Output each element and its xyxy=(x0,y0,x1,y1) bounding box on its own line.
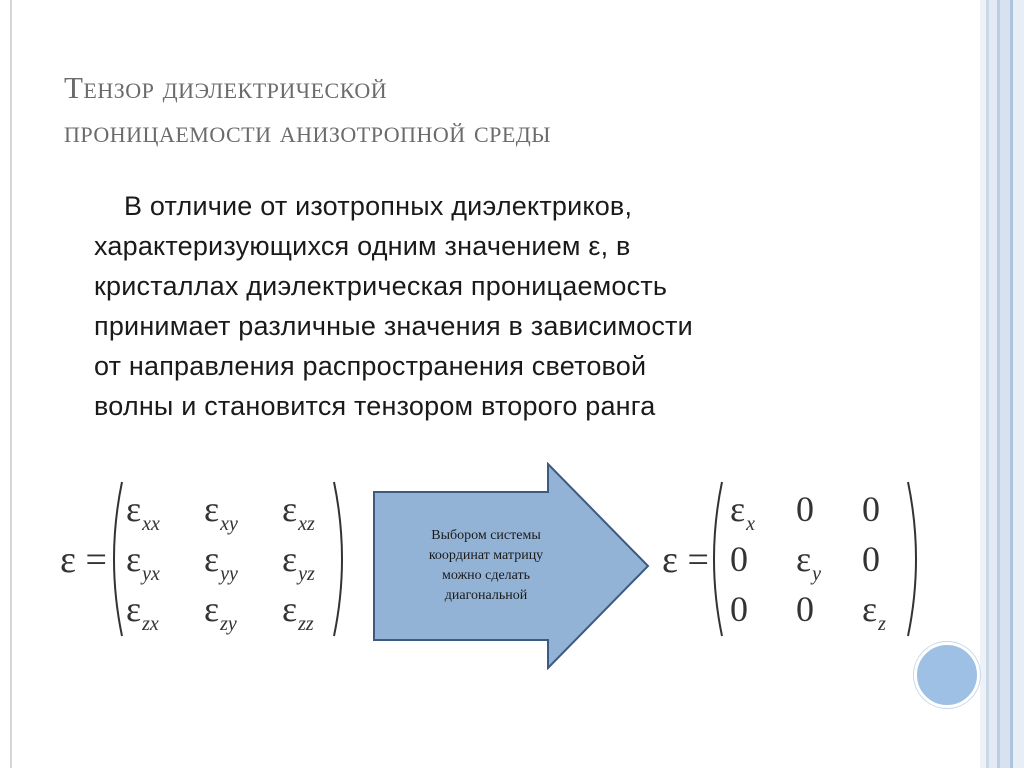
diagonal-tensor-cell-base: 0 xyxy=(796,589,814,629)
full-tensor-cell-1-2 xyxy=(204,488,238,536)
full-tensor-cell-1-1 xyxy=(126,488,160,536)
diagonal-tensor-cell-base: 0 xyxy=(730,539,748,579)
full-tensor-cell-subscript: zx xyxy=(142,613,159,635)
slide-title xyxy=(64,66,944,154)
full-tensor-cell-subscript: xx xyxy=(142,513,160,535)
full-tensor-cell-subscript: yx xyxy=(142,563,160,585)
arrow-line-1: Выбором системы xyxy=(431,528,541,543)
full-tensor-cell-base: ε xyxy=(204,489,220,529)
body-line-5: от направления распространения световой xyxy=(94,351,647,381)
body-line-4: принимает различные значения в зависимости xyxy=(94,311,693,341)
full-tensor-cell-base: ε xyxy=(204,589,220,629)
arrow-caption xyxy=(386,526,586,606)
arrow-line-4: диагональной xyxy=(444,588,528,603)
full-tensor-cell-2-3 xyxy=(282,538,315,586)
diagonal-tensor-cell-base: ε xyxy=(862,589,878,629)
diagonal-tensor-equation xyxy=(662,474,932,644)
diagonal-tensor-cell-3-2 xyxy=(796,588,814,630)
body-line-3: кристаллах диэлектрическая проницаемость xyxy=(94,271,668,301)
decorative-stripes xyxy=(980,0,1024,768)
full-tensor-cell-subscript: yz xyxy=(298,563,315,585)
full-tensor-cell-2-2 xyxy=(204,538,238,586)
full-tensor-cell-subscript: zy xyxy=(220,613,237,635)
diagonal-tensor-cell-subscript: z xyxy=(878,613,886,635)
full-tensor-cell-base: ε xyxy=(282,539,298,579)
full-tensor-cell-subscript: zz xyxy=(298,613,314,635)
rhs-epsilon-equals: ε = xyxy=(662,539,709,581)
diagonal-tensor-cell-1-3 xyxy=(862,488,880,530)
body-paragraph xyxy=(94,186,894,426)
full-tensor-cell-3-1 xyxy=(126,588,159,636)
full-tensor-cell-2-1 xyxy=(126,538,160,586)
diagonal-tensor-cell-base: 0 xyxy=(862,539,880,579)
full-tensor-cell-base: ε xyxy=(204,539,220,579)
full-tensor-equation xyxy=(60,474,350,644)
left-frame-line xyxy=(10,0,12,768)
diagonal-tensor-cell-base: 0 xyxy=(862,489,880,529)
diagonal-tensor-cell-subscript: x xyxy=(746,513,756,535)
full-tensor-cell-base: ε xyxy=(126,489,142,529)
body-line-1: В отличие от изотропных диэлектриков, xyxy=(124,191,633,221)
diagonal-tensor-cell-2-1 xyxy=(730,538,748,580)
diagonal-tensor-cell-subscript: y xyxy=(812,563,822,585)
body-line-6: волны и становится тензором второго ранга xyxy=(94,391,656,421)
diagonal-tensor-cell-3-3 xyxy=(862,588,886,636)
full-tensor-cell-base: ε xyxy=(126,589,142,629)
title-line-1: Тензор диэлектрической xyxy=(64,70,388,105)
full-tensor-cell-subscript: xy xyxy=(220,513,238,535)
diagonalization-arrow xyxy=(372,462,652,670)
diagonal-tensor-cell-base: 0 xyxy=(796,489,814,529)
full-tensor-cell-base: ε xyxy=(126,539,142,579)
full-tensor-cell-3-3 xyxy=(282,588,314,636)
diagonal-tensor-cell-1-1 xyxy=(730,488,755,536)
title-line-2: проницаемости анизотропной среды xyxy=(64,114,551,149)
arrow-line-2: координат матрицу xyxy=(428,548,544,563)
diagonal-tensor-cell-base: ε xyxy=(730,489,746,529)
diagonal-tensor-cell-2-3 xyxy=(862,538,880,580)
diagonal-tensor-cell-1-2 xyxy=(796,488,814,530)
diagonal-tensor-cell-base: 0 xyxy=(730,589,748,629)
full-tensor-cell-subscript: xz xyxy=(298,513,315,535)
body-line-2: характеризующихся одним значением ε, в xyxy=(94,231,631,261)
arrow-line-3: можно сделать xyxy=(441,568,531,583)
lhs-epsilon-equals: ε = xyxy=(60,539,107,581)
full-tensor-cell-1-3 xyxy=(282,488,315,536)
full-tensor-cell-subscript: yy xyxy=(220,563,238,585)
full-tensor-cell-3-2 xyxy=(204,588,237,636)
diagonal-tensor-cell-3-1 xyxy=(730,588,748,630)
diagonal-tensor-cell-2-2 xyxy=(796,538,821,586)
full-tensor-cell-base: ε xyxy=(282,489,298,529)
decorative-circle xyxy=(914,642,980,708)
full-tensor-cell-base: ε xyxy=(282,589,298,629)
diagonal-tensor-cell-base: ε xyxy=(796,539,812,579)
